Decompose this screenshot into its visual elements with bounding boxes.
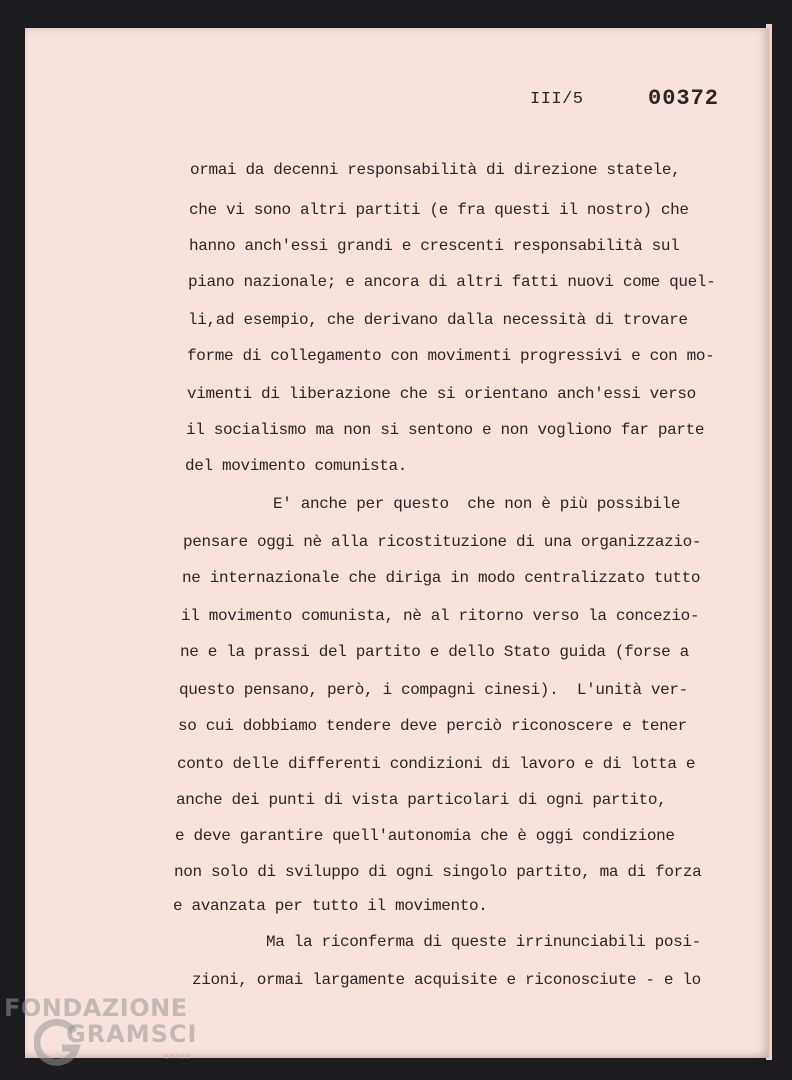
text-line: anche dei punti di vista particolari di ogni partito, — [176, 791, 667, 809]
text-line: il socialismo ma non si sentono e non vogliono far parte — [186, 421, 705, 439]
text-line: hanno anch'essi grandi e crescenti responsabilità sul — [189, 237, 680, 255]
text-line: il movimento comunista, nè al ritorno verso la concezio- — [181, 607, 700, 625]
watermark-line-2: GRAMSCI — [66, 1020, 198, 1048]
text-line: li,ad esempio, che derivano dalla necessità di trovare — [188, 311, 688, 329]
text-line: ormai da decenni responsabilità di direzione statele, — [190, 161, 681, 179]
text-line: pensare oggi nè alla ricostituzione di una organizzazio- — [183, 533, 702, 551]
text-line: del movimento comunista. — [185, 457, 408, 475]
watermark-line-3: onlus — [164, 1052, 191, 1061]
text-line: E' anche per questo che non è più possibile — [273, 495, 681, 513]
text-line: Ma la riconferma di queste irrinunciabili posi- — [266, 933, 701, 951]
text-line: forme di collegamento con movimenti progressivi e con mo- — [187, 347, 715, 365]
watermark-line-1: FONDAZIONE — [4, 994, 188, 1022]
text-line: vimenti di liberazione che si orientano anch'essi verso — [187, 385, 696, 403]
foundation-watermark — [4, 990, 204, 1070]
text-line: conto delle differenti condizioni di lavoro e di lotta e — [177, 755, 696, 773]
text-line: ne e la prassi del partito e dello Stato guida (forse a — [180, 643, 689, 661]
text-line: ne internazionale che diriga in modo centralizzato tutto — [182, 569, 701, 587]
page-number: 00372 — [648, 86, 720, 111]
text-line: non solo di sviluppo di ogni singolo partito, ma di forza — [174, 863, 702, 881]
text-line: e avanzata per tutto il movimento. — [173, 897, 488, 915]
text-line: piano nazionale; e ancora di altri fatti nuovi come quel- — [188, 273, 716, 291]
text-line: questo pensano, però, i compagni cinesi). L'unità ver- — [179, 681, 688, 699]
text-line: zioni, ormai largamente acquisite e riconosciute - e lo — [192, 971, 701, 989]
archive-reference: III/5 — [530, 90, 584, 109]
text-line: che vi sono altri partiti (e fra questi il nostro) che — [189, 201, 689, 219]
text-line: e deve garantire quell'autonomia che è oggi condizione — [175, 827, 675, 845]
text-line: so cui dobbiamo tendere deve perciò riconoscere e tener — [178, 717, 687, 735]
